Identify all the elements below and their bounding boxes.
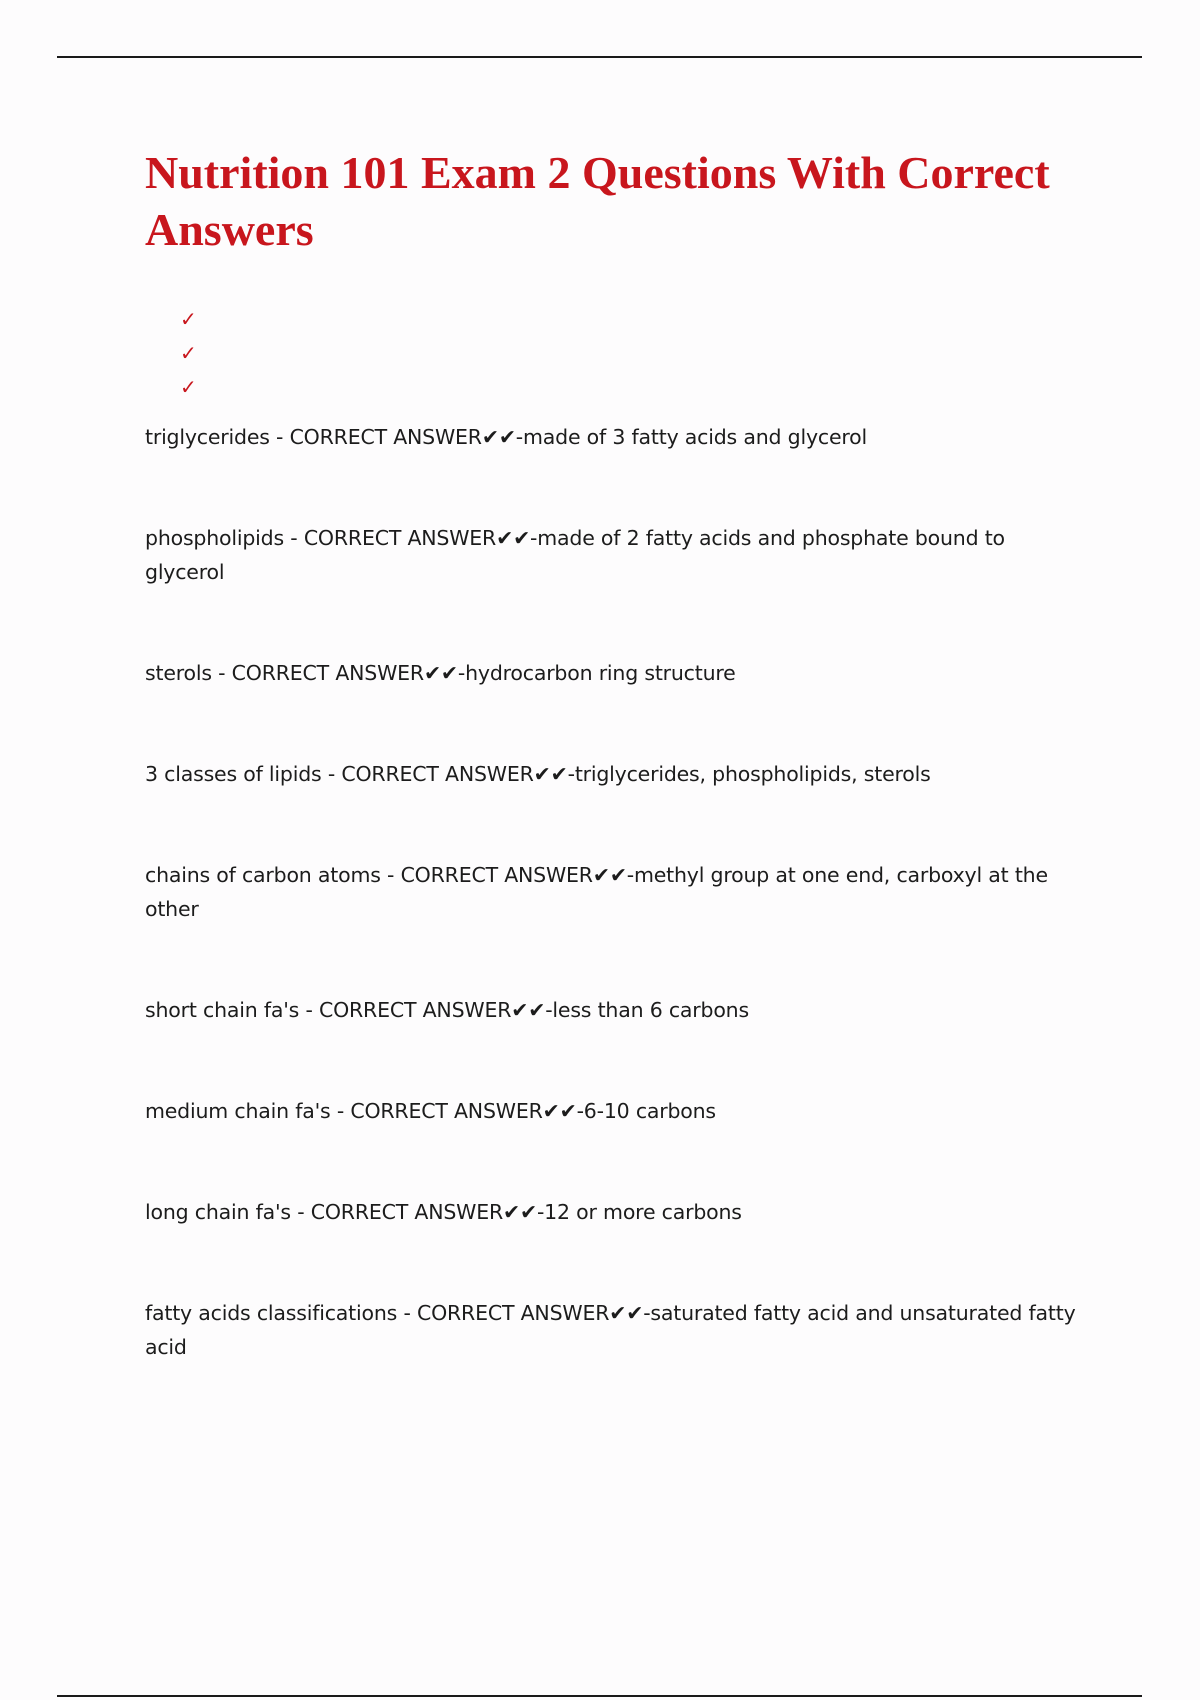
correct-answer-marker: CORRECT ANSWER✔✔- [231, 661, 466, 685]
qa-entry [145, 521, 1090, 589]
answer-text: 12 or more carbons [544, 1200, 742, 1224]
check-icon: ✓ [180, 307, 197, 331]
separator: - [330, 1099, 351, 1123]
question-term: triglycerides [145, 425, 270, 449]
answer-text: methyl group at one end, carboxyl at the other [145, 863, 1048, 921]
question-term: short chain fa's [145, 998, 300, 1022]
separator: - [269, 425, 290, 449]
qa-entry [145, 420, 1090, 454]
separator: - [290, 1200, 311, 1224]
footer-rule [57, 1695, 1142, 1697]
answer-text: made of 2 fatty acids and phosphate bound to glycerol [145, 526, 1005, 584]
correct-answer-marker: CORRECT ANSWER✔✔- [318, 998, 553, 1022]
question-term: sterols [145, 661, 212, 685]
correct-answer-marker: CORRECT ANSWER✔✔- [416, 1301, 651, 1325]
correct-answer-marker: CORRECT ANSWER✔✔- [350, 1099, 584, 1123]
question-term: long chain fa's [145, 1200, 291, 1224]
separator: - [321, 762, 342, 786]
check-bullet-list [180, 302, 197, 404]
answer-text: saturated fatty acid and unsaturated fatty acid [145, 1301, 1076, 1359]
answer-text: 6-10 carbons [583, 1099, 716, 1123]
qa-entry [145, 1195, 1090, 1229]
separator: - [397, 1301, 417, 1325]
question-term: fatty acids classifications [145, 1301, 398, 1325]
answer-text: triglycerides, phospholipids, sterols [574, 762, 931, 786]
qa-entry [145, 757, 1090, 791]
qa-entry [145, 656, 1090, 690]
correct-answer-marker: CORRECT ANSWER✔✔- [310, 1200, 545, 1224]
separator: - [380, 863, 401, 887]
correct-answer-marker: CORRECT ANSWER✔✔- [303, 526, 538, 550]
correct-answer-marker: CORRECT ANSWER✔✔- [341, 762, 575, 786]
question-term: chains of carbon atoms [145, 863, 381, 887]
header-rule [57, 56, 1142, 58]
qa-list [145, 420, 1090, 1431]
check-icon: ✓ [180, 375, 197, 399]
answer-text: made of 3 fatty acids and glycerol [523, 425, 867, 449]
qa-entry [145, 858, 1090, 926]
correct-answer-marker: CORRECT ANSWER✔✔- [400, 863, 634, 887]
correct-answer-marker: CORRECT ANSWER✔✔- [289, 425, 523, 449]
qa-entry [145, 1296, 1090, 1364]
answer-text: hydrocarbon ring structure [465, 661, 736, 685]
separator: - [211, 661, 232, 685]
question-term: medium chain fa's [145, 1099, 331, 1123]
question-term: 3 classes of lipids [145, 762, 322, 786]
separator: - [299, 998, 319, 1022]
check-icon: ✓ [180, 341, 197, 365]
separator: - [283, 526, 304, 550]
document-title: Nutrition 101 Exam 2 Questions With Correct Answers [145, 147, 1050, 255]
answer-text: less than 6 carbons [552, 998, 749, 1022]
question-term: phospholipids [145, 526, 284, 550]
qa-entry [145, 993, 1090, 1027]
qa-entry [145, 1094, 1090, 1128]
